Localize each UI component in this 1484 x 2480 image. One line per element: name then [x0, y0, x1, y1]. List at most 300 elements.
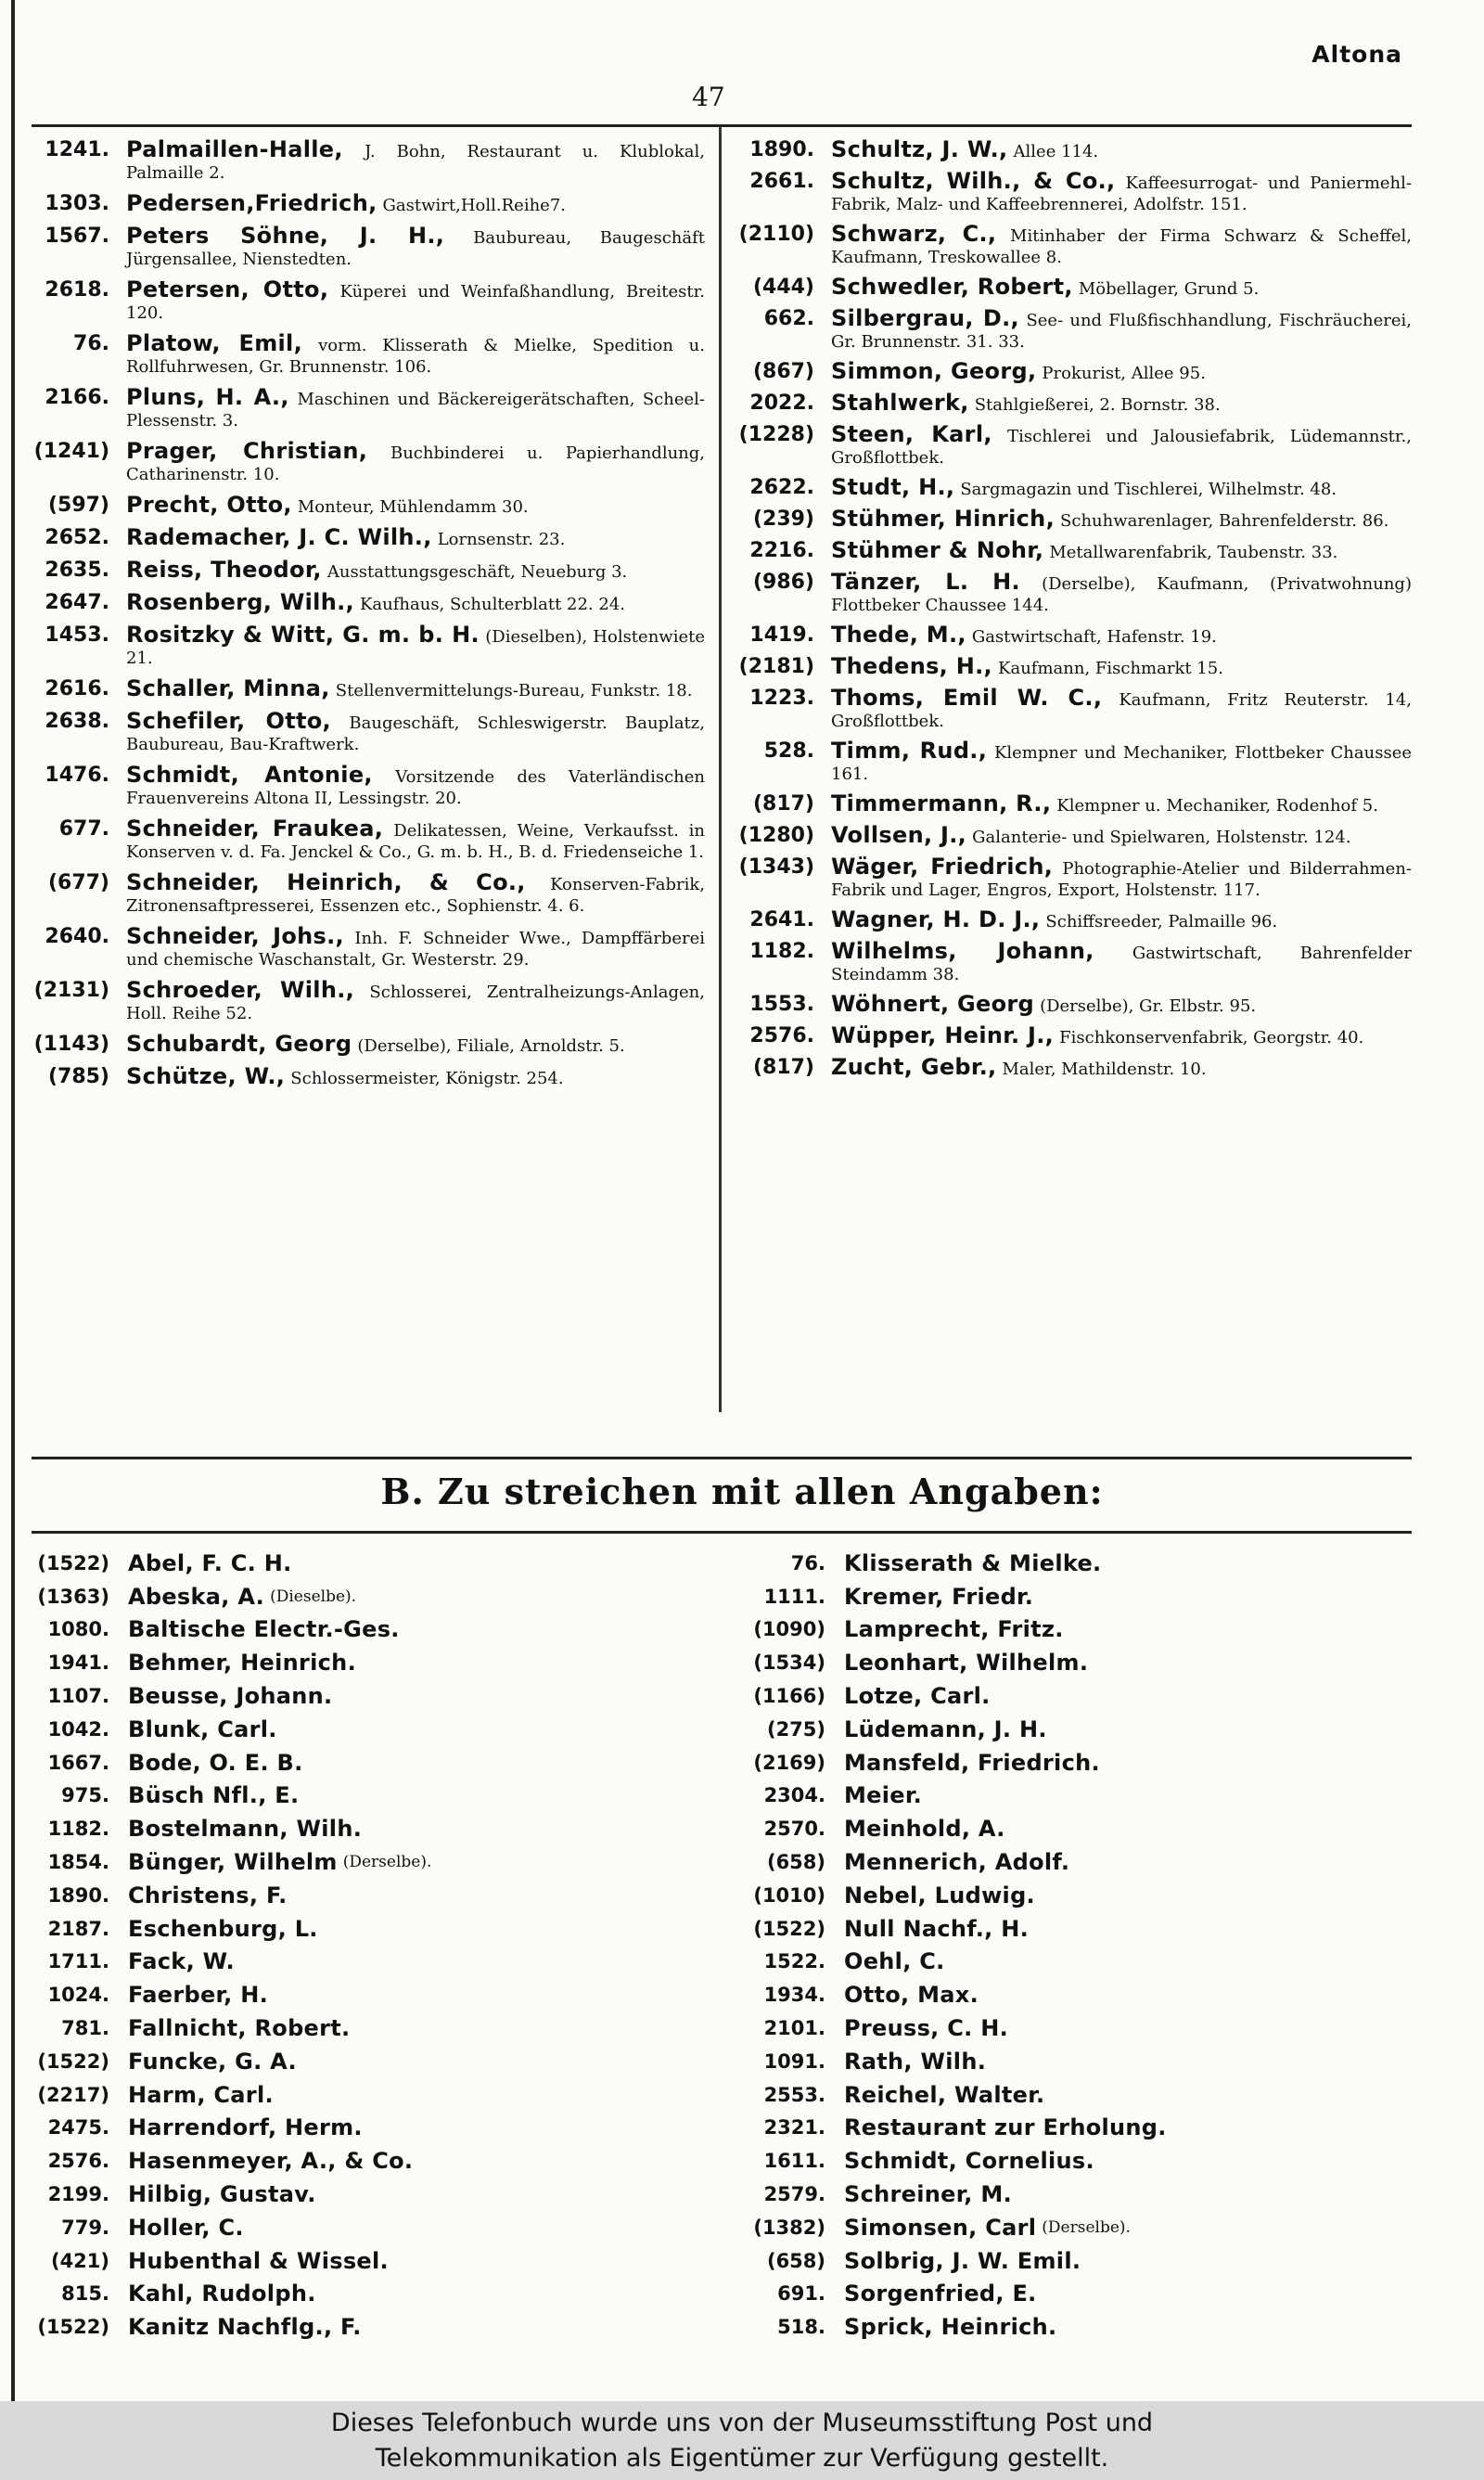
entry-text — [126, 225, 705, 270]
entry-details: (Derselbe), Kaufmann, (Privatwohnung) Flottbeker Chaussee 144. — [831, 574, 1412, 615]
entry-details: Stellenvermittelungs-Bureau, Funkstr. 18. — [335, 681, 693, 700]
entry-name: Behmer, Heinrich. — [128, 1650, 356, 1677]
phone-number: 1611. — [763, 2150, 825, 2173]
phone-number: 1854. — [47, 1851, 109, 1874]
phone-number: 1419. — [749, 623, 814, 647]
phone-number: (986) — [752, 571, 814, 594]
entry-name: Hasenmeyer, A., & Co. — [128, 2148, 414, 2175]
deletion-entry — [733, 2045, 1412, 2078]
entry-name: Restaurant zur Erholung. — [844, 2114, 1167, 2141]
phone-number: (677) — [47, 871, 109, 894]
entry-name: Schütze, W., — [126, 1063, 286, 1089]
entry-text — [126, 762, 705, 809]
entry-text — [126, 559, 705, 583]
deletion-entry — [733, 1679, 1412, 1713]
phone-number: 781. — [61, 2017, 109, 2040]
entry-name: Timmermann, R., — [831, 790, 1052, 816]
deletion-entry — [32, 1946, 699, 1979]
entry-name: Schneider, Fraukea, — [126, 816, 384, 842]
phone-number: (658) — [766, 1851, 825, 1874]
phone-number: 2166. — [45, 386, 109, 409]
entry-name: Leonhart, Wilhelm. — [844, 1650, 1089, 1677]
phone-number: (1280) — [738, 824, 814, 847]
deletion-entry — [32, 1646, 699, 1679]
footer-line-1: Dieses Telefonbuch wurde uns von der Museumsstiftung Post und — [330, 2408, 1154, 2437]
deletion-entry — [733, 1912, 1412, 1946]
entry-name: Otto, Max. — [844, 1982, 979, 2009]
entry-details: Küperei und Weinfaßhandlung, Breitestr. 120. — [126, 282, 705, 323]
phone-number: 76. — [790, 1551, 825, 1574]
entry-name: Rademacher, J. C. Wilh., — [126, 524, 432, 550]
deletion-entry — [733, 1780, 1412, 1813]
entry-text — [831, 624, 1412, 648]
entry-text — [831, 537, 1412, 563]
entry-text — [126, 624, 705, 669]
deletion-entry — [32, 1713, 699, 1746]
deletion-entry — [32, 1912, 699, 1946]
entry-details: Baugeschäft, Schleswigerstr. Bauplatz, Baubureau, Bau-Kraftwerk. — [126, 713, 705, 754]
top-rule — [32, 124, 1412, 127]
entry-name: Hubenthal & Wissel. — [128, 2247, 389, 2274]
entry-name: Schneider, Johs., — [126, 923, 344, 949]
directory-entry — [32, 624, 705, 669]
entry-name: Hilbig, Gustav. — [128, 2181, 316, 2208]
phone-number: 2635. — [45, 559, 109, 582]
directory-entry — [733, 740, 1412, 785]
entry-details: Monteur, Mühlendamm 30. — [297, 497, 529, 517]
directory-entry — [733, 653, 1412, 679]
entry-text — [126, 708, 705, 755]
entry-name: Blunk, Carl. — [128, 1715, 277, 1742]
entry-name: Schwedler, Robert, — [831, 274, 1073, 300]
entry-name: Zucht, Gebr., — [831, 1054, 997, 1080]
entry-name: Palmaillen-Halle, — [126, 136, 343, 162]
deletion-entry — [32, 1845, 699, 1879]
entry-details: Baubureau, Baugeschäft Jürgensallee, Nienstedten. — [126, 228, 705, 269]
entry-details: Schiffsreeder, Palmaille 96. — [1045, 912, 1278, 932]
phone-number: 2553. — [763, 2083, 825, 2106]
phone-number: (421) — [50, 2249, 109, 2272]
phone-number: 1303. — [45, 192, 109, 215]
directory-entry — [32, 589, 705, 615]
entry-name: Stahlwerk, — [831, 390, 969, 416]
phone-number: 2647. — [45, 591, 109, 614]
column-divider — [719, 127, 722, 1412]
entry-text — [831, 790, 1412, 816]
entry-text — [831, 221, 1412, 268]
entry-name: Abel, F. C. H. — [128, 1549, 292, 1576]
deletion-entry — [733, 2178, 1412, 2211]
phone-number: 2576. — [47, 2150, 109, 2173]
entry-text — [126, 190, 705, 216]
entry-text — [831, 938, 1412, 985]
phone-number: 528. — [763, 739, 814, 763]
entry-details: Allee 114. — [1013, 142, 1099, 161]
entry-text — [831, 856, 1412, 901]
entry-text — [126, 438, 706, 485]
directory-entry — [733, 1054, 1412, 1080]
deletion-entry — [32, 2112, 699, 2145]
entry-name: Schultz, J. W., — [831, 136, 1008, 162]
entry-details: (Derselbe), Filiale, Arnoldstr. 5. — [357, 1036, 625, 1056]
entry-name: Bünger, Wilhelm — [128, 1849, 338, 1876]
entry-details: Prokurist, Allee 95. — [1042, 364, 1206, 383]
deletion-entry — [733, 2078, 1412, 2112]
entry-name: Platow, Emil, — [126, 330, 302, 356]
entry-name: Wöhnert, Georg — [831, 991, 1035, 1017]
phone-number: 2641. — [749, 908, 814, 932]
phone-number: 2187. — [47, 1917, 109, 1940]
entry-details: Kaufhaus, Schulterblatt 22. 24. — [359, 595, 626, 614]
entry-details: Gastwirtschaft, Bahrenfelder Steindamm 38. — [831, 944, 1412, 984]
entry-name: Lüdemann, J. H. — [844, 1715, 1047, 1742]
entry-text — [126, 869, 705, 917]
entry-text — [126, 276, 705, 324]
entry-name: Schefiler, Otto, — [126, 708, 331, 734]
phone-number: (2217) — [37, 2083, 109, 2106]
entry-name: Beusse, Johann. — [128, 1683, 333, 1710]
directory-entry — [32, 923, 705, 970]
deletion-entry — [733, 2310, 1412, 2344]
entry-name: Pedersen,Friedrich, — [126, 190, 377, 216]
entry-name: Rositzky & Witt, G. m. b. H. — [126, 622, 480, 648]
deletion-entry — [32, 1780, 699, 1813]
deletion-entry — [32, 1746, 699, 1780]
phone-number: 1080. — [47, 1618, 109, 1641]
entry-name: Klisserath & Mielke. — [844, 1549, 1102, 1576]
phone-number: 518. — [777, 2316, 825, 2339]
entry-name: Fallnicht, Robert. — [128, 2015, 351, 2042]
entry-text — [831, 358, 1412, 384]
deletions-list-right — [733, 1547, 1412, 2344]
entry-name: Reiss, Theodor, — [126, 557, 322, 583]
entry-name: Reichel, Walter. — [844, 2081, 1045, 2108]
phone-number: (817) — [752, 792, 814, 816]
entry-details: Maler, Mathildenstr. 10. — [1002, 1060, 1207, 1079]
directory-entry — [32, 675, 705, 701]
entry-details: Buchbinderei u. Papierhandlung, Catharinenstr. 10. — [126, 443, 706, 484]
deletion-entry — [32, 1679, 699, 1713]
entry-name: Harm, Carl. — [128, 2081, 274, 2108]
directory-entry — [32, 818, 705, 863]
entry-text — [126, 675, 705, 701]
directory-entry — [32, 762, 705, 809]
phone-number: (1522) — [37, 2050, 109, 2073]
directory-entry — [733, 991, 1412, 1017]
header-city: Altona — [1311, 41, 1402, 68]
deletion-entry — [733, 1946, 1412, 1979]
entry-details: (Derselbe), Gr. Elbstr. 95. — [1040, 996, 1257, 1016]
entry-text — [126, 1031, 705, 1057]
entry-text — [126, 589, 705, 615]
phone-number: (2131) — [33, 979, 109, 1002]
entry-name: Meinhold, A. — [844, 1816, 1005, 1843]
entry-details: Gastwirtschaft, Hafenstr. 19. — [971, 627, 1217, 647]
entry-name: Faerber, H. — [128, 1982, 269, 2009]
directory-entry — [32, 869, 705, 917]
phone-number: 1182. — [749, 940, 814, 963]
page-number: 47 — [692, 82, 725, 112]
deletion-entry — [733, 1812, 1412, 1845]
phone-number: 1223. — [749, 687, 814, 710]
entry-details: Maschinen und Bäckereigerätschaften, Scheel-Plessenstr. 3. — [126, 390, 705, 430]
entry-text — [831, 740, 1412, 785]
entry-details: Sargmagazin und Tischlerei, Wilhelmstr. 48. — [960, 480, 1337, 499]
entry-name: Christens, F. — [128, 1882, 288, 1908]
entry-text — [126, 492, 705, 518]
entry-name: Simonsen, Carl — [844, 2214, 1037, 2241]
directory-entry — [733, 790, 1412, 816]
phone-number: (1090) — [753, 1618, 825, 1641]
entry-text — [831, 906, 1412, 932]
phone-number: (1343) — [738, 855, 814, 879]
phone-number: (1522) — [753, 1917, 825, 1940]
phone-number: (817) — [752, 1056, 814, 1079]
entry-details: (Dieselbe). — [270, 1587, 357, 1606]
phone-number: 1667. — [47, 1751, 109, 1774]
phone-number: 1042. — [47, 1717, 109, 1741]
deletion-entry — [32, 2078, 699, 2112]
directory-entry — [32, 1063, 705, 1089]
entry-name: Kahl, Rudolph. — [128, 2281, 316, 2307]
phone-number: 1934. — [763, 1984, 825, 2007]
entry-details: (Dieselben), Holstenwiete 21. — [126, 627, 705, 668]
directory-entry — [733, 508, 1412, 532]
directory-entry — [32, 330, 705, 378]
entry-text — [831, 822, 1412, 848]
directory-entry — [32, 190, 705, 216]
entry-details: Schuhwarenlager, Bahrenfelderstr. 86. — [1060, 511, 1389, 531]
entry-name: Kremer, Friedr. — [844, 1583, 1034, 1610]
deletion-entry — [32, 2211, 699, 2244]
entry-name: Silbergrau, D., — [831, 305, 1019, 331]
phone-number: (867) — [752, 360, 814, 383]
phone-number: (658) — [766, 2249, 825, 2272]
directory-entry — [32, 559, 705, 583]
entry-details: Schlosserei, Zentralheizungs-Anlagen, Holl. Reihe 52. — [126, 983, 705, 1023]
deletion-entry — [733, 1713, 1412, 1746]
entry-text — [831, 1022, 1412, 1048]
phone-number: 2579. — [763, 2183, 825, 2206]
entry-name: Petersen, Otto, — [126, 276, 329, 302]
phone-number: (1241) — [33, 440, 109, 463]
directory-entry — [733, 624, 1412, 648]
entry-name: Stühmer & Nohr, — [831, 537, 1044, 563]
phone-number: (1010) — [753, 1883, 825, 1907]
phone-number: 815. — [61, 2282, 109, 2306]
entry-text — [831, 569, 1412, 616]
phone-number: 691. — [777, 2282, 825, 2306]
phone-number: 1453. — [45, 623, 109, 647]
deletion-entry — [32, 2045, 699, 2078]
entry-details: Lornsenstr. 23. — [437, 530, 566, 549]
directory-entry — [32, 225, 705, 270]
directory-entry — [733, 1022, 1412, 1048]
deletion-entry — [32, 1812, 699, 1845]
phone-number: 1522. — [763, 1950, 825, 1973]
entry-name: Steen, Karl, — [831, 421, 992, 447]
phone-number: 1567. — [45, 225, 109, 248]
entry-name: Thede, M., — [831, 622, 966, 648]
directory-entry — [32, 708, 705, 755]
entry-name: Nebel, Ludwig. — [844, 1882, 1035, 1908]
phone-number: 2216. — [749, 539, 814, 562]
phone-number: 1553. — [749, 993, 814, 1016]
entry-details: Vorsitzende des Vaterländischen Frauenvereins Altona II, Lessingstr. 20. — [126, 767, 705, 808]
phone-number: (239) — [752, 508, 814, 531]
phone-number: 1711. — [47, 1950, 109, 1973]
directory-entry — [733, 537, 1412, 563]
phone-number: 1476. — [45, 764, 109, 787]
directory-entry — [32, 384, 705, 431]
phone-number: (1143) — [33, 1033, 109, 1056]
entry-name: Schreiner, M. — [844, 2181, 1012, 2208]
deletion-entry — [733, 1646, 1412, 1679]
phone-number: (2169) — [753, 1751, 825, 1774]
deletion-entry — [733, 2211, 1412, 2244]
deletion-entry — [733, 2112, 1412, 2145]
phone-number: 2475. — [47, 2116, 109, 2139]
section-b-top-rule — [32, 1457, 1412, 1459]
entry-details: Gastwirt,Holl.Reihe7. — [382, 196, 567, 215]
entry-name: Wagner, H. D. J., — [831, 906, 1041, 932]
entry-name: Rosenberg, Wilh., — [126, 589, 354, 615]
directory-entry — [733, 938, 1412, 985]
phone-number: 2661. — [749, 170, 814, 193]
deletion-entry — [32, 2278, 699, 2311]
entry-name: Vollsen, J., — [831, 822, 967, 848]
entry-name: Büsch Nfl., E. — [128, 1782, 300, 1809]
entry-name: Preuss, C. H. — [844, 2015, 1009, 2042]
deletion-entry — [32, 2178, 699, 2211]
entry-name: Thedens, H., — [831, 653, 992, 679]
entry-name: Pluns, H. A., — [126, 384, 289, 410]
entry-details: Metallwarenfabrik, Taubenstr. 33. — [1049, 543, 1338, 562]
phone-number: 2199. — [47, 2183, 109, 2206]
entry-name: Schubardt, Georg — [126, 1031, 352, 1057]
directory-entry — [733, 687, 1412, 732]
entry-name: Studt, H., — [831, 474, 955, 500]
deletions-list-left — [32, 1547, 699, 2344]
phone-number: 1890. — [47, 1883, 109, 1907]
phone-number: (597) — [47, 494, 109, 517]
phone-number: (1522) — [37, 1551, 109, 1574]
entry-text — [831, 991, 1412, 1017]
phone-number: 1182. — [47, 1818, 109, 1841]
entry-name: Wüpper, Heinr. J., — [831, 1022, 1055, 1048]
phone-number: (1228) — [738, 423, 814, 446]
deletion-entry — [733, 1547, 1412, 1580]
entry-text — [126, 384, 705, 431]
entry-text — [126, 330, 705, 378]
entries-column-right — [733, 136, 1413, 1088]
directory-entry — [733, 358, 1412, 384]
entry-name: Solbrig, J. W. Emil. — [844, 2247, 1081, 2274]
deletion-entry — [733, 2278, 1412, 2311]
deletion-entry — [32, 1978, 699, 2011]
entry-text — [126, 524, 705, 550]
phone-number: (1363) — [37, 1585, 109, 1608]
entry-details: Klempner u. Mechaniker, Rodenhof 5. — [1056, 796, 1378, 816]
entry-name: Abeska, A. — [128, 1583, 265, 1610]
entry-text — [831, 276, 1412, 300]
entry-name: Bostelmann, Wilh. — [128, 1816, 363, 1843]
deletion-entry — [733, 2244, 1412, 2278]
phone-number: 677. — [58, 817, 109, 841]
entries-column-left — [32, 136, 706, 1099]
entry-details: (Derselbe). — [342, 1853, 432, 1872]
entry-text — [831, 305, 1412, 353]
entry-text — [831, 474, 1412, 500]
entry-details: Kaufmann, Fritz Reuterstr. 14, Großflottbek. — [831, 690, 1412, 731]
phone-number: 1024. — [47, 1984, 109, 2007]
entry-details: Kaufmann, Fischmarkt 15. — [998, 659, 1223, 678]
phone-number: 2616. — [45, 677, 109, 700]
entry-details: Delikatessen, Weine, Verkaufsst. in Konserven v. d. Fa. Jenckel & Co., G. m. b. H., B. d. Friedenseiche 1. — [126, 821, 706, 862]
entry-name: Kanitz Nachflg., F. — [128, 2314, 362, 2341]
entry-details: (Derselbe). — [1042, 2217, 1131, 2237]
deletion-entry — [32, 1879, 699, 1912]
footer-notice — [0, 2401, 1484, 2480]
deletion-entry — [733, 2144, 1412, 2178]
phone-number: 76. — [73, 332, 109, 355]
phone-number: 2304. — [763, 1784, 825, 1807]
phone-number: 1941. — [47, 1651, 109, 1675]
entry-text — [831, 508, 1412, 532]
entry-details: Möbellager, Grund 5. — [1078, 279, 1260, 299]
phone-number: 2022. — [749, 392, 814, 415]
phone-number: (2181) — [738, 655, 814, 678]
entry-name: Prager, Christian, — [126, 438, 368, 464]
entry-details: Stahlgießerei, 2. Bornstr. 38. — [974, 395, 1221, 415]
entry-name: Schaller, Minna, — [126, 675, 330, 701]
entry-details: Galanterie- und Spielwaren, Holstenstr. 124. — [972, 828, 1351, 847]
deletion-entry — [32, 1613, 699, 1647]
directory-entry — [32, 492, 705, 518]
phone-number: (275) — [766, 1717, 825, 1741]
entry-text — [831, 421, 1412, 469]
phone-number: 2640. — [45, 925, 109, 948]
deletion-entry — [733, 1879, 1412, 1912]
entry-name: Wäger, Friedrich, — [831, 854, 1054, 880]
directory-entry — [733, 474, 1412, 500]
phone-number: 2101. — [763, 2017, 825, 2040]
entry-text — [831, 1054, 1412, 1080]
directory-entry — [32, 977, 705, 1024]
entry-name: Simmon, Georg, — [831, 358, 1037, 384]
entry-details: Kaffeesurrogat- und Paniermehl-Fabrik, Malz- und Kaffeebrennerei, Adolfstr. 151. — [831, 173, 1412, 214]
entry-details: Mitinhaber der Firma Schwarz & Scheffel, Kaufmann, Treskowallee 8. — [831, 226, 1412, 267]
entry-name: Tänzer, L. H. — [831, 569, 1020, 595]
directory-entry — [32, 136, 706, 184]
entry-text — [126, 1063, 705, 1089]
directory-entry — [32, 276, 705, 324]
entry-name: Fack, W. — [128, 1948, 235, 1975]
deletion-entry — [32, 2310, 699, 2344]
directory-entry — [733, 136, 1412, 162]
directory-entry — [733, 392, 1412, 416]
entry-name: Schneider, Heinrich, & Co., — [126, 869, 526, 895]
phone-number: (444) — [752, 276, 814, 299]
deletion-entry — [733, 1978, 1412, 2011]
entry-details: Klempner und Mechaniker, Flottbeker Chaussee 161. — [831, 743, 1413, 784]
entry-name: Precht, Otto, — [126, 492, 292, 518]
entry-text — [126, 136, 706, 184]
entry-text — [126, 818, 705, 863]
deletion-entry — [733, 2011, 1412, 2045]
deletion-entry — [32, 2144, 699, 2178]
directory-entry — [32, 524, 705, 550]
